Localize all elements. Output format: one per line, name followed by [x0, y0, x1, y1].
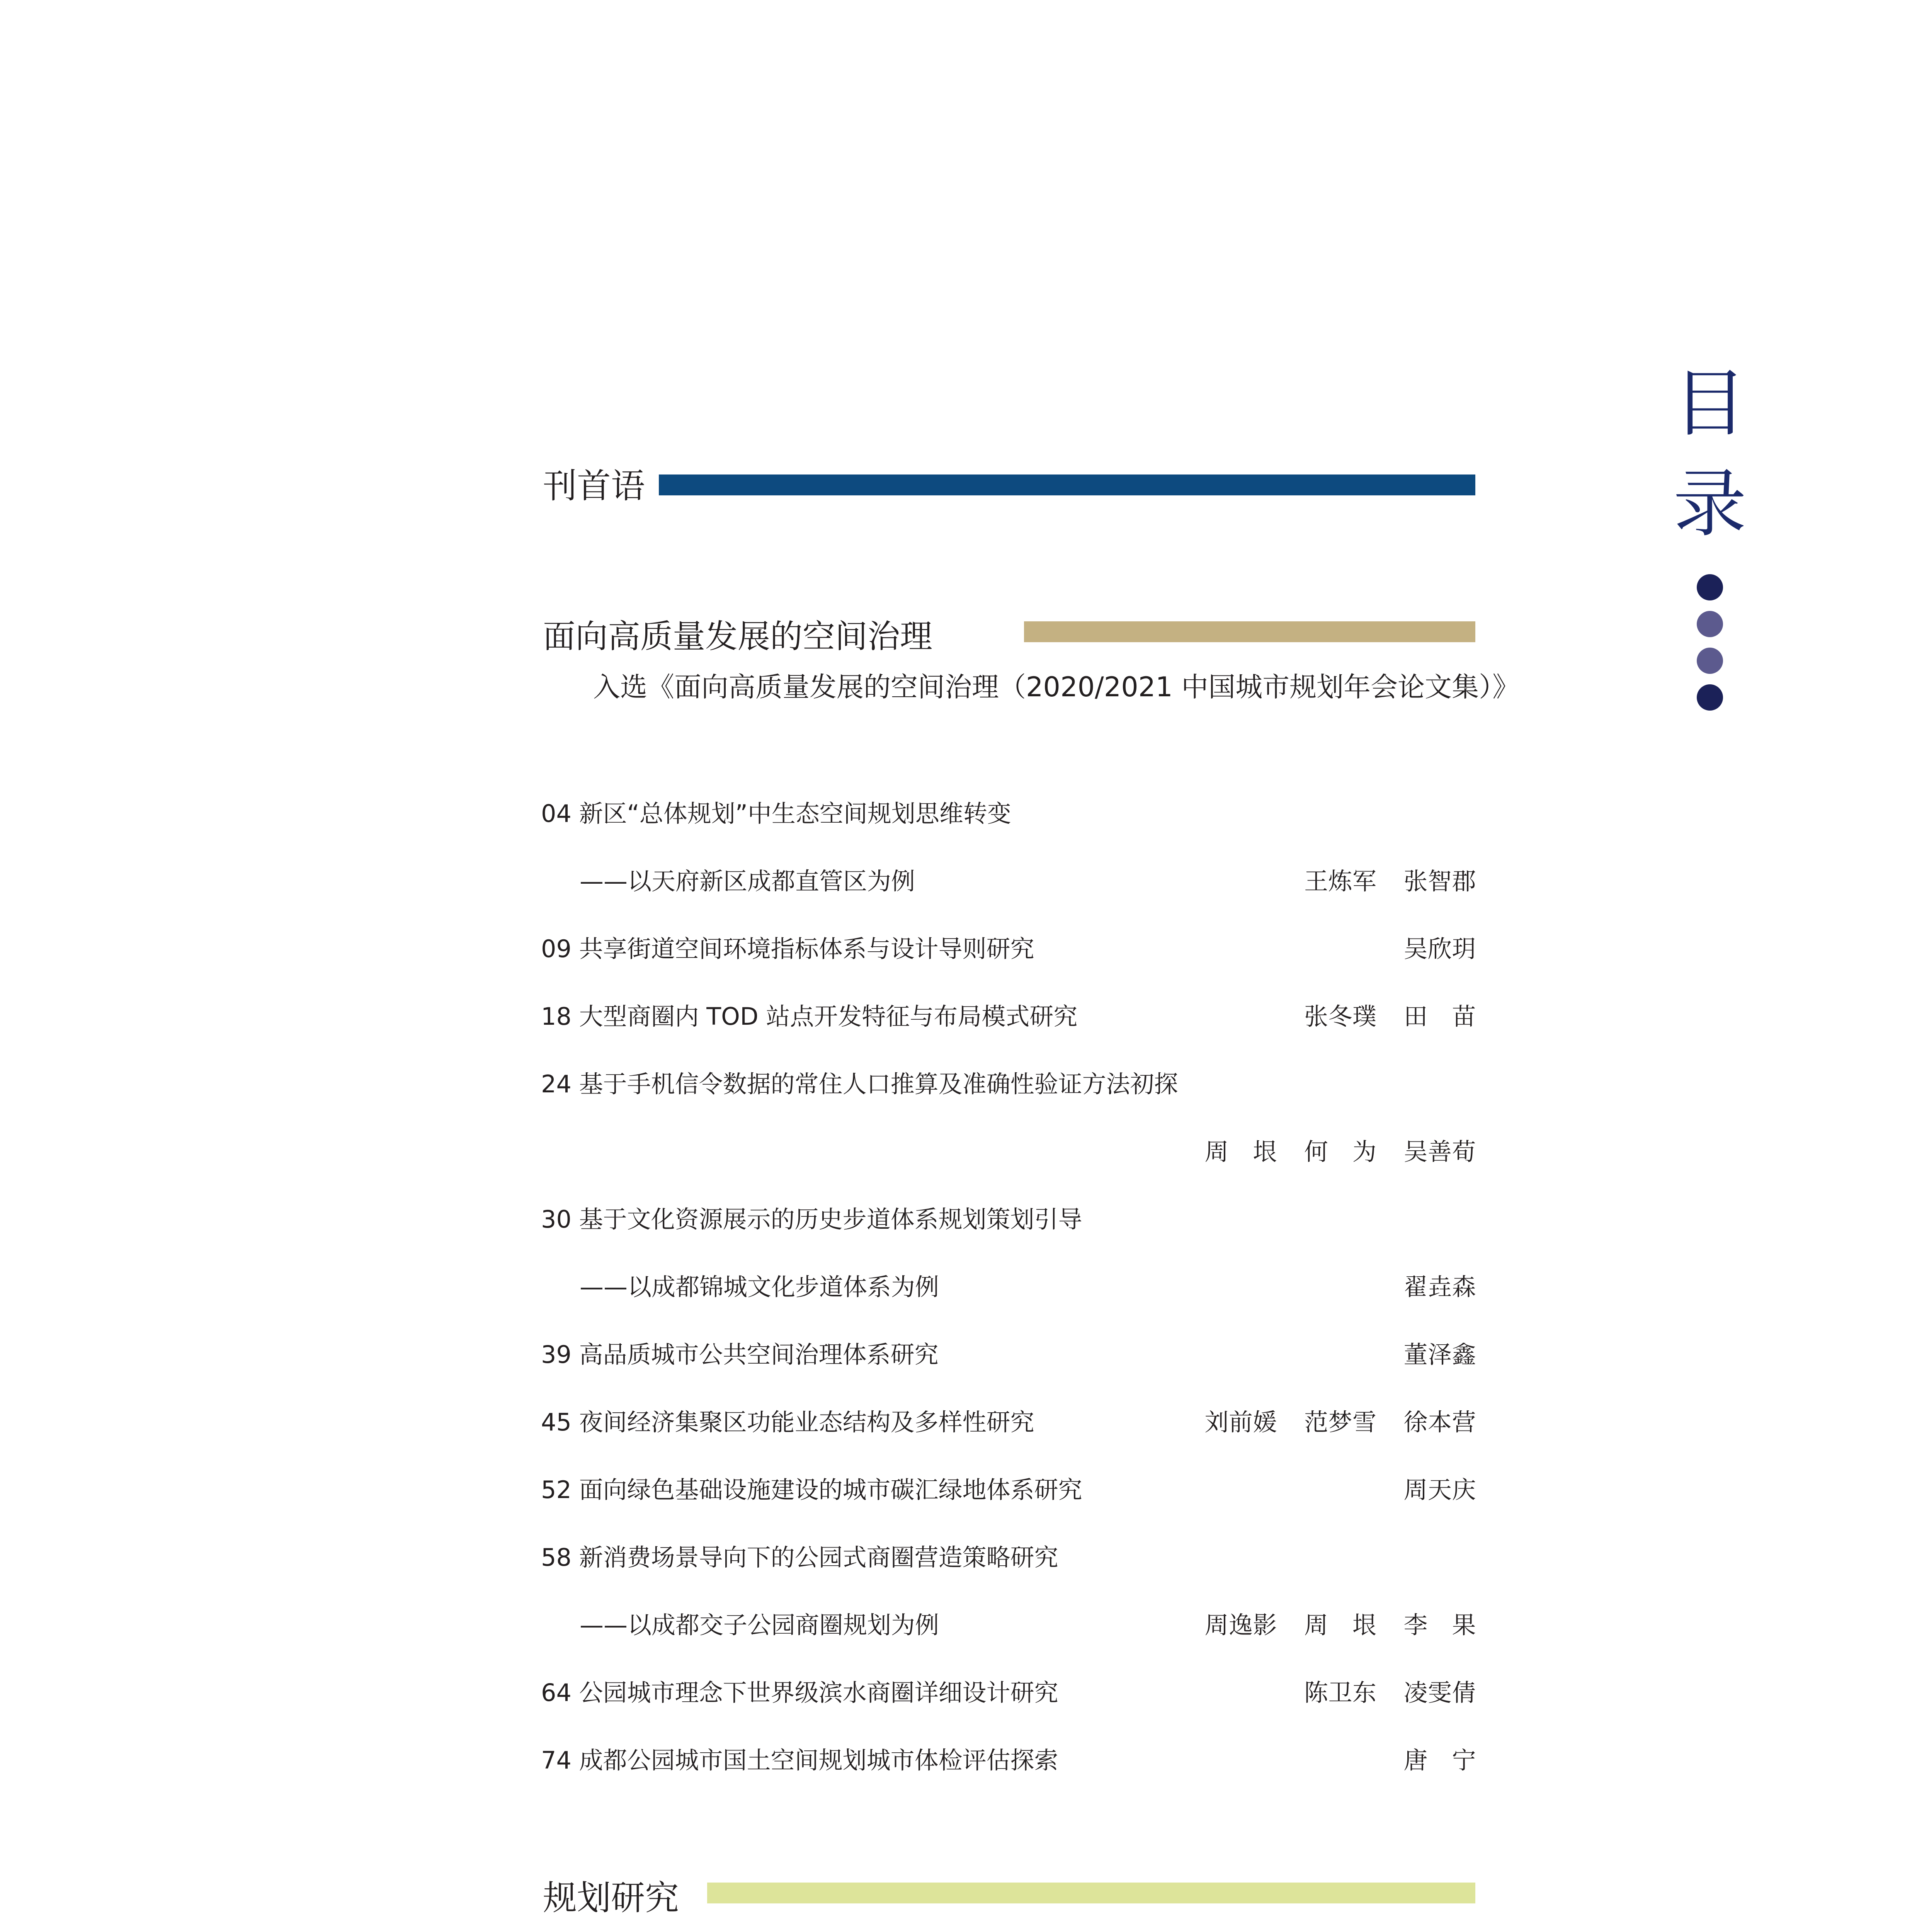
- toc-entry[interactable]: [541, 1328, 1476, 1367]
- entry-authors: [1304, 997, 1476, 1032]
- entry-authors: [1403, 1268, 1476, 1302]
- entry-title: 45 夜间经济集聚区功能业态结构及多样性研究: [541, 1408, 1034, 1436]
- entry-authors: [1204, 1606, 1476, 1640]
- author-name: 张冬璞: [1304, 1002, 1377, 1031]
- entry-authors: [1403, 1335, 1476, 1370]
- author-name: 范梦雪: [1304, 1408, 1377, 1436]
- decor-dot: [1697, 648, 1723, 674]
- author-name: 董泽鑫: [1403, 1340, 1476, 1369]
- decor-dot: [1697, 611, 1723, 637]
- toc-entry[interactable]: [541, 1599, 1476, 1638]
- entry-subtitle: ——以成都锦城文化步道体系为例: [580, 1273, 939, 1301]
- author-name: 李 果: [1403, 1611, 1476, 1639]
- toc-entry[interactable]: [541, 923, 1476, 961]
- entry-title: 18 大型商圈内 TOD 站点开发特征与布局模式研究: [541, 1002, 1078, 1031]
- feature-bar: [1024, 621, 1475, 642]
- toc-entry[interactable]: [541, 1734, 1476, 1773]
- section-bar-research: [707, 1883, 1475, 1903]
- toc-entry[interactable]: [541, 1531, 1476, 1570]
- toc-entry[interactable]: [541, 1396, 1476, 1435]
- entry-title: 30 基于文化资源展示的历史步道体系规划策划引导: [541, 1205, 1082, 1233]
- author-name: 周天庆: [1403, 1476, 1476, 1504]
- toc-entry[interactable]: [541, 990, 1476, 1029]
- entry-authors: [1403, 1471, 1476, 1505]
- decor-dot: [1697, 574, 1723, 600]
- author-name: 张智郡: [1403, 867, 1476, 895]
- entry-title: 58 新消费场景导向下的公园式商圈营造策略研究: [541, 1543, 1058, 1571]
- toc-entry[interactable]: [541, 1193, 1476, 1232]
- toc-entry[interactable]: [541, 855, 1476, 894]
- entry-authors: [1304, 862, 1476, 896]
- toc-entry-authors: [541, 1126, 1476, 1164]
- entry-subtitle: ——以天府新区成都直管区为例: [580, 867, 915, 895]
- decor-dot: [1697, 684, 1723, 711]
- feature-title: 面向高质量发展的空间治理: [543, 617, 933, 655]
- feature-note: 入选《面向高质量发展的空间治理（2020/2021 中国城市规划年会论文集）》: [593, 671, 1520, 703]
- entry-authors: [1403, 930, 1476, 964]
- entry-title: 74 成都公园城市国土空间规划城市体检评估探索: [541, 1746, 1058, 1774]
- toc-entry[interactable]: [541, 1667, 1476, 1705]
- author-name: 翟垚森: [1403, 1273, 1476, 1301]
- author-name: 周 垠: [1204, 1138, 1277, 1166]
- author-name: 何 为: [1304, 1138, 1377, 1166]
- entry-title: 52 面向绿色基础设施建设的城市碳汇绿地体系研究: [541, 1476, 1082, 1504]
- entry-title: 24 基于手机信令数据的常住人口推算及准确性验证方法初探: [541, 1070, 1178, 1098]
- author-name: 唐 宁: [1403, 1746, 1476, 1774]
- author-name: 凌雯倩: [1403, 1679, 1476, 1707]
- toc-entry[interactable]: [541, 787, 1476, 826]
- toc-entry[interactable]: [541, 1058, 1476, 1097]
- author-name: 吴善荀: [1403, 1138, 1476, 1166]
- author-name: 周 垠: [1304, 1611, 1377, 1639]
- author-name: 吴欣玥: [1403, 935, 1476, 963]
- entry-authors: [1204, 1133, 1476, 1167]
- author-name: 刘前媛: [1204, 1408, 1277, 1436]
- toc-entry[interactable]: [541, 1261, 1476, 1299]
- entry-title: 64 公园城市理念下世界级滨水商圈详细设计研究: [541, 1679, 1058, 1707]
- author-name: 徐本营: [1403, 1408, 1476, 1436]
- entry-subtitle: ——以成都交子公园商圈规划为例: [580, 1611, 939, 1639]
- entry-title: 39 高品质城市公共空间治理体系研究: [541, 1340, 939, 1369]
- section-title-preface: 刊首语: [543, 466, 645, 506]
- author-name: 陈卫东: [1304, 1679, 1377, 1707]
- entry-title: 09 共享街道空间环境指标体系与设计导则研究: [541, 935, 1034, 963]
- entry-authors: [1403, 1741, 1476, 1776]
- toc-title-char-2: 录: [1673, 461, 1747, 547]
- toc-entry[interactable]: [541, 1464, 1476, 1502]
- author-name: 王炼军: [1304, 867, 1377, 895]
- entry-authors: [1204, 1403, 1476, 1437]
- author-name: 周逸影: [1204, 1611, 1277, 1639]
- toc-title-char-1: 目: [1673, 361, 1747, 446]
- entry-authors: [1304, 1673, 1476, 1708]
- section-bar-preface: [659, 474, 1475, 495]
- entry-title: 04 新区“总体规划”中生态空间规划思维转变: [541, 799, 1011, 828]
- author-name: 田 苗: [1403, 1002, 1476, 1031]
- section-title-research: 规划研究: [543, 1878, 679, 1918]
